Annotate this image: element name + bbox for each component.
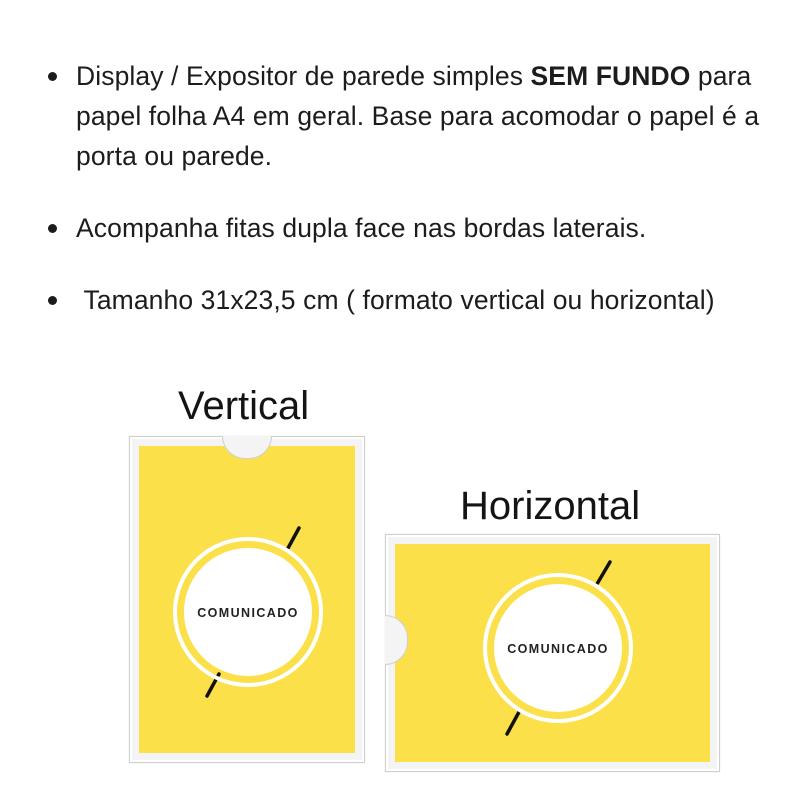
vertical-display-frame (129, 436, 365, 763)
horizontal-slash-upper (597, 562, 610, 584)
vertical-seal-graphic (139, 446, 355, 753)
bullet-3-text: Tamanho 31x23,5 cm ( formato vertical ou horizontal) (76, 285, 715, 315)
vertical-slash-upper (287, 528, 299, 550)
bullet-1-text-a: Display / Expositor de parede simples (76, 61, 531, 91)
vertical-comunicado-label: COMUNICADO (197, 606, 299, 620)
bullet-1-bold: SEM FUNDO (530, 61, 691, 91)
horizontal-display-frame (385, 534, 720, 772)
bullet-size (48, 280, 778, 320)
bullet-1-text-b: para papel folha A4 em geral. Base para acomodar o papel é a porta ou parede. (76, 61, 760, 171)
vertical-yellow-sheet (139, 446, 355, 753)
bullet-no-backing (48, 56, 778, 176)
horizontal-caption: Horizontal (460, 484, 641, 528)
bullet-tape (48, 208, 778, 248)
horizontal-yellow-sheet (395, 544, 710, 762)
vertical-caption: Vertical (178, 384, 310, 428)
horizontal-seal-graphic (395, 544, 710, 762)
horizontal-slash-lower (507, 712, 519, 734)
feature-list (48, 56, 778, 352)
bullet-2-text: Acompanha fitas dupla face nas bordas laterais. (76, 213, 647, 243)
horizontal-comunicado-label: COMUNICADO (507, 642, 609, 656)
